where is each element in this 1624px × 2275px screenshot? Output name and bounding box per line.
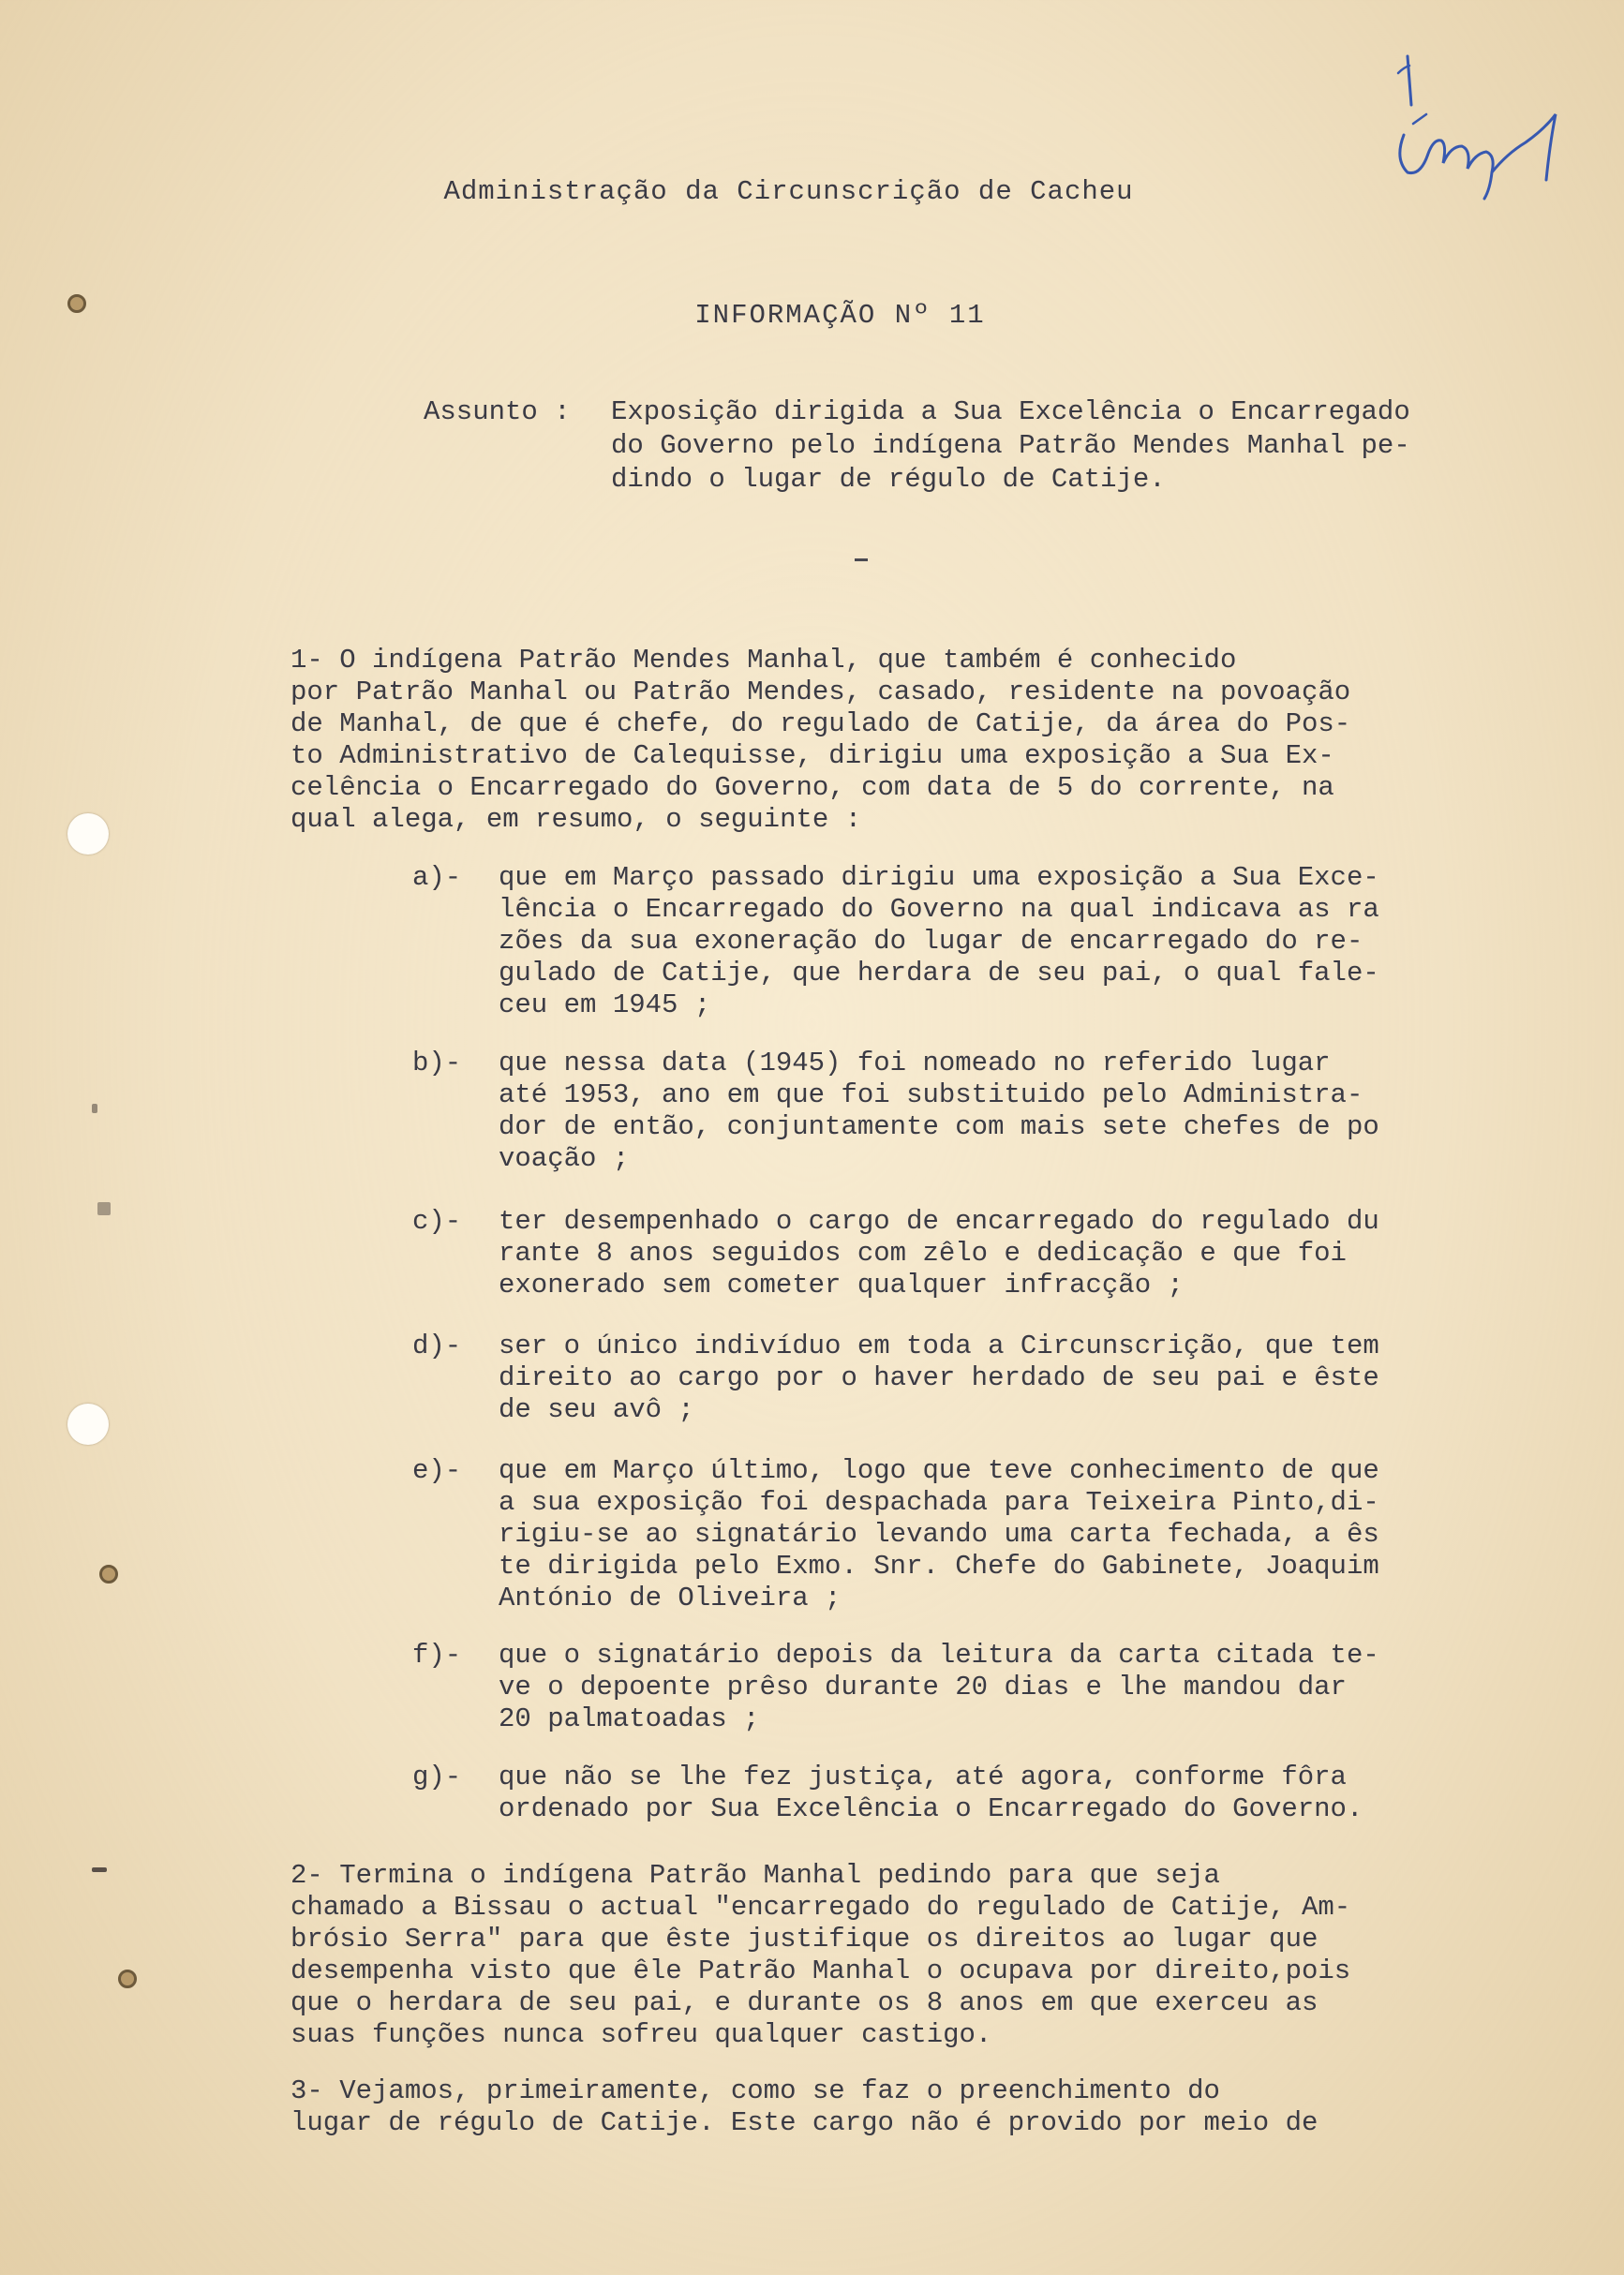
item-text: que não se lhe fez justiça, até agora, conforme fôra ordenado por Sua Excelência o Encarregado do Governo. [499,1762,1363,1824]
item-letter: a)- [412,862,462,893]
stain-mark [92,1104,97,1113]
separator-mark [855,558,868,561]
punch-hole [67,813,109,855]
tack-mark [67,294,86,313]
item-text: que em Março último, logo que teve conhecimento de que a sua exposição foi despachada para Teixeira Pinto,di- rigiu-se ao signatário levando uma carta fechada, a ês te dirigida pelo Exmo. Snr. Chefe do Gabinete, Joaquim António de Oliveira ; [499,1455,1379,1613]
item-text: que em Março passado dirigiu uma exposição a Sua Exce- lência o Encarregado do Governo na qual indicava as ra zões da sua exoneração do lugar de encarregado do re- gulado de Catije, que herdara de seu pai, o qual fale- ceu em 1945 ; [499,862,1379,1020]
subject-text: Exposição dirigida a Sua Excelência o Encarregado do Governo pelo indígena Patrão Mendes Manhal pe- dindo o lugar de régulo de Catije. [611,396,1410,495]
item-letter: c)- [412,1206,462,1237]
item-letter: g)- [412,1762,462,1792]
item-letter: f)- [412,1640,462,1671]
paragraph-3: 3- Vejamos, primeiramente, como se faz o preenchimento do lugar de régulo de Catije. Este cargo não é provido por meio de [291,2075,1319,2138]
item-letter: d)- [412,1331,462,1361]
tack-mark [99,1565,118,1584]
item-text: ser o único indivíduo em toda a Circunscrição, que tem direito ao cargo por o haver herdado de seu pai e êste de seu avô ; [499,1331,1379,1425]
stain-mark [92,1867,107,1872]
document-heading: Administração da Circunscrição de Cacheu [443,176,1134,207]
item-text: que o signatário depois da leitura da carta citada te- ve o depoente prêso durante 20 dias e lhe mandou dar 20 palmatoadas ; [499,1640,1379,1734]
item-letter: e)- [412,1455,462,1486]
stain-mark [97,1202,111,1215]
punch-hole [67,1404,109,1445]
subject-label: Assunto : [424,396,571,427]
item-text: que nessa data (1945) foi nomeado no referido lugar até 1953, ano em que foi substituido pelo Administra- dor de então, conjuntamente com mais sete chefes de po voação ; [499,1048,1379,1174]
paragraph-1: 1- O indígena Patrão Mendes Manhal, que também é conhecido por Patrão Manhal ou Patrão Mendes, casado, residente na povoação de Manhal, de que é chefe, do regulado de Catije, da área do Pos- to Administrativo de Calequisse, dirigiu uma exposição a Sua Ex- celência o Encarregado do Governo, com data de 5 do corrente, na qual alega, em resumo, o seguinte : [291,645,1351,835]
tack-mark [118,1970,137,1988]
item-text: ter desempenhado o cargo de encarregado do regulado du rante 8 anos seguidos com zêlo e dedicação e que foi exonerado sem cometer qualquer infracção ; [499,1206,1379,1301]
document-title: INFORMAÇÃO Nº 11 [694,300,986,331]
paragraph-2: 2- Termina o indígena Patrão Manhal pedindo para que seja chamado a Bissau o actual "encarregado do regulado de Catije, Am- brósio Serra" para que êste justifique os direitos ao lugar que desempenha visto que êle Patrão Manhal o ocupava por direito,pois que o herdara de seu pai, e durante os 8 anos em que exerceu as suas funções nunca sofreu qualquer castigo. [291,1860,1351,2050]
item-letter: b)- [412,1048,462,1078]
